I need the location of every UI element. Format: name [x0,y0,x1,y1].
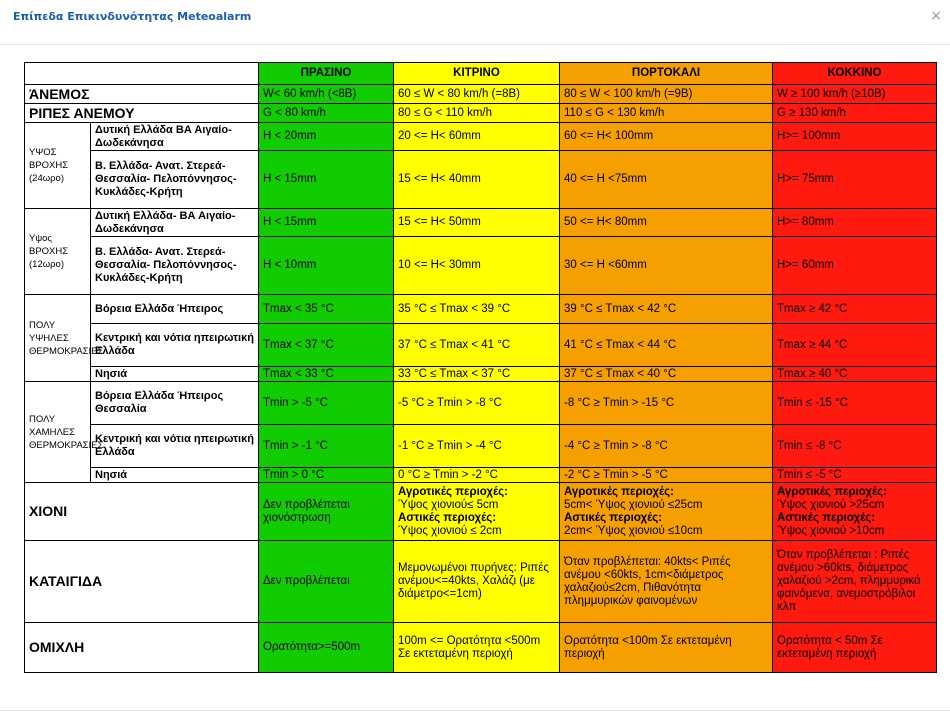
cell-snow-green: Δεν προβλέπεται χιονόστρωση [259,483,394,541]
snow-orange-rural-label: Αγροτικές περιοχές: [564,485,674,498]
region-label: Νησιά [91,468,259,483]
cell-rain12-1-red: H>= 80mm [773,209,937,237]
table-row [25,324,937,367]
row-label-rain-12h: Υψος ΒΡΟΧΗΣ (12ωρο) [25,209,91,295]
table-row [25,483,937,541]
cell-wind-yellow: 60 ≤ W < 80 km/h (=8B) [394,85,560,104]
table-row [25,468,937,483]
cell-rain24-2-red: H>= 75mm [773,151,937,209]
dialog-header [0,0,950,45]
cell-rain24-1-orange: 60 <= H< 100mm [560,123,773,151]
warning-levels-table [24,62,937,673]
cell-cold-2-red: Tmin ≤ -8 °C [773,425,937,468]
cell-cold-1-red: Tmin ≤ -15 °C [773,382,937,425]
row-label-high-temp: ΠΟΛΥ ΥΨΗΛΕΣ ΘΕΡΜΟΚΡΑΣΙΕΣ [25,295,91,382]
table-row [25,541,937,623]
cell-hot-3-red: Tmax ≥ 40 °C [773,367,937,382]
row-label-gusts: ΡΙΠΕΣ ΑΝΕΜΟΥ [25,104,259,123]
table-row [25,425,937,468]
cell-fog-orange: Ορατότητα <100m Σε εκτεταμένη περιοχή [560,623,773,673]
cell-fog-yellow: 100m <= Ορατότητα <500m Σε εκτεταμένη περιοχή [394,623,560,673]
snow-red-rural-label: Αγροτικές περιοχές: [777,485,887,498]
table-row [25,367,937,382]
table-header-row [25,63,937,85]
table-row [25,209,937,237]
table-row [25,295,937,324]
level-red-header: ΚΟΚΚΙΝΟ [773,63,937,85]
region-label: Κεντρική και νότια ηπειρωτική Ελλάδα [91,425,259,468]
table-row [25,237,937,295]
cell-snow-orange [560,483,773,541]
cell-rain12-2-yellow: 10 <= H< 30mm [394,237,560,295]
snow-red-urban-value: Ύψος χιονιού >10cm [777,524,885,537]
cell-cold-1-yellow: -5 °C ≥ Tmin > -8 °C [394,382,560,425]
cell-hot-2-orange: 41 °C ≤ Tmax < 44 °C [560,324,773,367]
dialog-footer [0,710,950,717]
cell-hot-2-yellow: 37 °C ≤ Tmax < 41 °C [394,324,560,367]
cell-hot-1-red: Tmax ≥ 42 °C [773,295,937,324]
close-icon[interactable]: × [930,8,942,24]
cell-hot-1-green: Tmax < 35 °C [259,295,394,324]
cell-rain24-1-yellow: 20 <= H< 60mm [394,123,560,151]
region-label: Δυτική Ελλάδα ΒΑ Αιγαίο-Δωδεκάνησα [91,123,259,151]
region-label: Κεντρική και νότια ηπειρωτική Ελλάδα [91,324,259,367]
cell-cold-1-green: Tmin > -5 °C [259,382,394,425]
cell-rain12-1-orange: 50 <= H< 80mm [560,209,773,237]
cell-rain12-1-green: H < 15mm [259,209,394,237]
cell-cold-1-orange: -8 °C ≥ Tmin > -15 °C [560,382,773,425]
row-label-snow: ΧΙΟΝΙ [25,483,259,541]
cell-fog-green: Ορατότητα>=500m [259,623,394,673]
snow-yellow-urban-value: Ύψος χιονιού ≤ 2cm [398,524,502,537]
cell-hot-1-orange: 39 °C ≤ Tmax < 42 °C [560,295,773,324]
snow-orange-rural-value: 5cm< Ύψος χιονιού ≤25cm [564,498,703,511]
cell-wind-orange: 80 ≤ W < 100 km/h (=9B) [560,85,773,104]
cell-storm-green: Δεν προβλέπεται [259,541,394,623]
cell-storm-red: Όταν προβλέπεται : Ριπές ανέμου >60kts, διάμετρος χαλαζιού >2cm, πλημμυρικά φαινόμενα, ανεμοστρόβιλοι κλπ [773,541,937,623]
cell-gusts-yellow: 80 ≤ G < 110 km/h [394,104,560,123]
dialog-title: Επίπεδα Επικινδυνότητας Meteoalarm [13,10,252,23]
cell-rain24-1-green: H < 20mm [259,123,394,151]
cell-gusts-red: G ≥ 130 km/h [773,104,937,123]
cell-cold-2-yellow: -1 °C ≥ Tmin > -4 °C [394,425,560,468]
cell-cold-3-red: Tmin ≤ -5 °C [773,468,937,483]
row-label-low-temp: ΠΟΛΥ ΧΑΜΗΛΕΣ ΘΕΡΜΟΚΡΑΣΙΕΣ [25,382,91,483]
row-label-storm: ΚΑΤΑΙΓΙΔΑ [25,541,259,623]
snow-orange-urban-value: 2cm< Ύψος χιονιού ≤10cm [564,524,703,537]
table-row [25,123,937,151]
snow-orange-urban-label: Αστικές περιοχές: [564,511,663,524]
cell-wind-red: W ≥ 100 km/h (≥10B) [773,85,937,104]
region-label: Βόρεια Ελλάδα Ήπειρος [91,295,259,324]
cell-hot-3-orange: 37 °C ≤ Tmax < 40 °C [560,367,773,382]
region-label: Β. Ελλάδα- Ανατ. Στερεά- Θεσσαλία- Πελοπόννησος- Κυκλάδες-Κρήτη [91,237,259,295]
table-row [25,104,937,123]
level-orange-header: ΠΟΡΤΟΚΑΛΙ [560,63,773,85]
table-row [25,85,937,104]
region-label: Βόρεια Ελλάδα Ήπειρος Θεσσαλία [91,382,259,425]
cell-rain12-2-red: H>= 60mm [773,237,937,295]
cell-gusts-green: G < 80 km/h [259,104,394,123]
cell-rain24-2-yellow: 15 <= H< 40mm [394,151,560,209]
cell-rain24-2-green: H < 15mm [259,151,394,209]
cell-hot-1-yellow: 35 °C ≤ Tmax < 39 °C [394,295,560,324]
level-yellow-header: ΚΙΤΡΙΝΟ [394,63,560,85]
table-row [25,151,937,209]
cell-storm-yellow: Μεμονωμένοι πυρήνες: Ριπές ανέμου<=40kts, Χαλάζι (με διάμετρο<=1cm) [394,541,560,623]
cell-snow-yellow [394,483,560,541]
snow-yellow-rural-label: Αγροτικές περιοχές: [398,485,508,498]
cell-snow-red [773,483,937,541]
cell-storm-orange: Όταν προβλέπεται: 40kts< Ριπές ανέμου <60kts, 1cm<διάμετρος χαλαζιού≤2cm, Πιθανότητα πλημμυρικών φαινομένων [560,541,773,623]
cell-rain12-1-yellow: 15 <= H< 50mm [394,209,560,237]
snow-yellow-urban-label: Αστικές περιοχές: [398,511,497,524]
cell-hot-3-yellow: 33 °C ≤ Tmax < 37 °C [394,367,560,382]
cell-cold-3-orange: -2 °C ≥ Tmin > -5 °C [560,468,773,483]
region-label: Νησιά [91,367,259,382]
region-label: Δυτική Ελλάδα- ΒΑ Αιγαίο- Δωδεκάνησα [91,209,259,237]
cell-cold-2-orange: -4 °C ≥ Tmin > -8 °C [560,425,773,468]
row-label-rain-24h: ΥΨΟΣ ΒΡΟΧΗΣ (24ωρο) [25,123,91,209]
cell-rain12-2-green: H < 10mm [259,237,394,295]
level-green-header: ΠΡΑΣΙΝΟ [259,63,394,85]
cell-wind-green: W< 60 km/h (<8B) [259,85,394,104]
snow-red-rural-value: Ύψος χιονιού >25cm [777,498,885,511]
table-row [25,623,937,673]
row-label-fog: ΟΜΙΧΛΗ [25,623,259,673]
cell-hot-3-green: Tmax < 33 °C [259,367,394,382]
row-label-wind: ΆΝΕΜΟΣ [25,85,259,104]
table-row [25,382,937,425]
cell-cold-3-yellow: 0 °C ≥ Tmin > -2 °C [394,468,560,483]
cell-rain24-1-red: H>= 100mm [773,123,937,151]
region-label: Β. Ελλάδα- Ανατ. Στερεά- Θεσσαλία- Πελοπόννησος- Κυκλάδες-Κρήτη [91,151,259,209]
snow-yellow-rural-value: Ύψος χιονιού≤ 5cm [398,498,499,511]
snow-red-urban-label: Αστικές περιοχές: [777,511,876,524]
cell-rain24-2-orange: 40 <= H <75mm [560,151,773,209]
cell-cold-3-green: Tmin > 0 °C [259,468,394,483]
cell-fog-red: Ορατότητα < 50m Σε εκτεταμένη περιοχή [773,623,937,673]
cell-cold-2-green: Tmin > -1 °C [259,425,394,468]
cell-hot-2-green: Tmax < 37 °C [259,324,394,367]
cell-gusts-orange: 110 ≤ G < 130 km/h [560,104,773,123]
cell-rain12-2-orange: 30 <= H <60mm [560,237,773,295]
cell-hot-2-red: Tmax ≥ 44 °C [773,324,937,367]
